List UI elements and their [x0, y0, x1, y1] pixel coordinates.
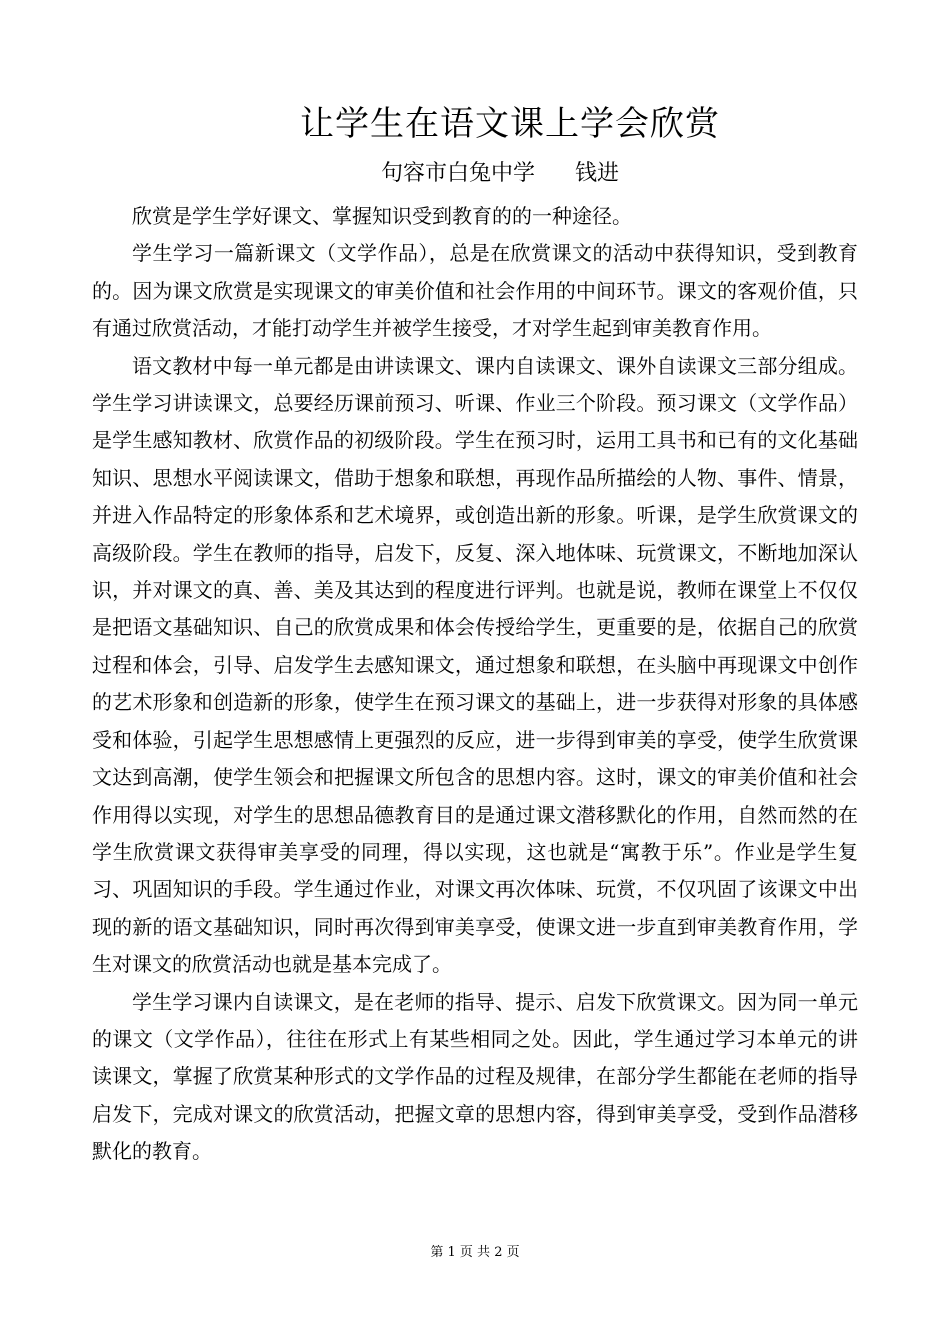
author-name: 钱进 [575, 161, 620, 186]
author-school: 句容市白兔中学 [380, 161, 535, 186]
paragraph-3: 语文教材中每一单元都是由讲读课文、课内自读课文、课外自读课文三部分组成。学生学习讲读课文，总要经历课前预习、听课、作业三个阶段。预习课文（文学作品）是学生感知教材、欣赏作品的初级阶段。学生在预习时，运用工具书和已有的文化基础知识、思想水平阅读课文，借助于想象和联想，再现作品所描绘的人物、事件、情景，并进入作品特定的形象体系和艺术境界，或创造出新的形象。听课，是学生欣赏课文的高级阶段。学生在教师的指导，启发下，反复、深入地体味、玩赏课文，不断地加深认识，并对课文的真、善、美及其达到的程度进行评判。也就是说，教师在课堂上不仅仅是把语文基础知识、自己的欣赏成果和体会传授给学生，更重要的是，依据自己的欣赏过程和体会，引导、启发学生去感知课文，通过想象和联想，在头脑中再现课文中创作的艺术形象和创造新的形象，使学生在预习课文的基础上，进一步获得对形象的具体感受和体验，引起学生思想感情上更强烈的反应，进一步得到审美的享受，使学生欣赏课文达到高潮，使学生领会和把握课文所包含的思想内容。这时，课文的审美价值和社会作用得以实现，对学生的思想品德教育目的是通过课文潜移默化的作用，自然而然的在学生欣赏课文获得审美享受的同理，得以实现，这也就是“寓教于乐”。作业是学生复习、巩固知识的手段。学生通过作业，对课文再次体味、玩赏，不仅巩固了该课文中出现的新的语文基础知识，同时再次得到审美享受，使课文进一步直到审美教育作用，学生对课文的欣赏活动也就是基本完成了。 [92, 353, 858, 977]
byline [0, 158, 950, 190]
paragraph-4: 学生学习课内自读课文，是在老师的指导、提示、启发下欣赏课文。因为同一单元的课文（文学作品），往往在形式上有某些相同之处。因此，学生通过学习本单元的讲读课文，掌握了欣赏某种形式的文学作品的过程及规律，在部分学生都能在老师的指导启发下，完成对课文的欣赏活动，把握文章的思想内容，得到审美享受，受到作品潜移默化的教育。 [92, 989, 858, 1164]
document-title: 让学生在语文课上学会欣赏 [300, 104, 720, 144]
paragraph-1: 欣赏是学生学好课文、掌握知识受到教育的的一种途径。 [132, 204, 632, 228]
page-footer: 第 1 页 共 2 页 [430, 1245, 520, 1260]
document-body [92, 198, 858, 1171]
paragraph-2: 学生学习一篇新课文（文学作品），总是在欣赏课文的活动中获得知识，受到教育的。因为课文欣赏是实现课文的审美价值和社会作用的中间环节。课文的客观价值，只有通过欣赏活动，才能打动学生并被学生接受，才对学生起到审美教育作用。 [92, 241, 858, 341]
